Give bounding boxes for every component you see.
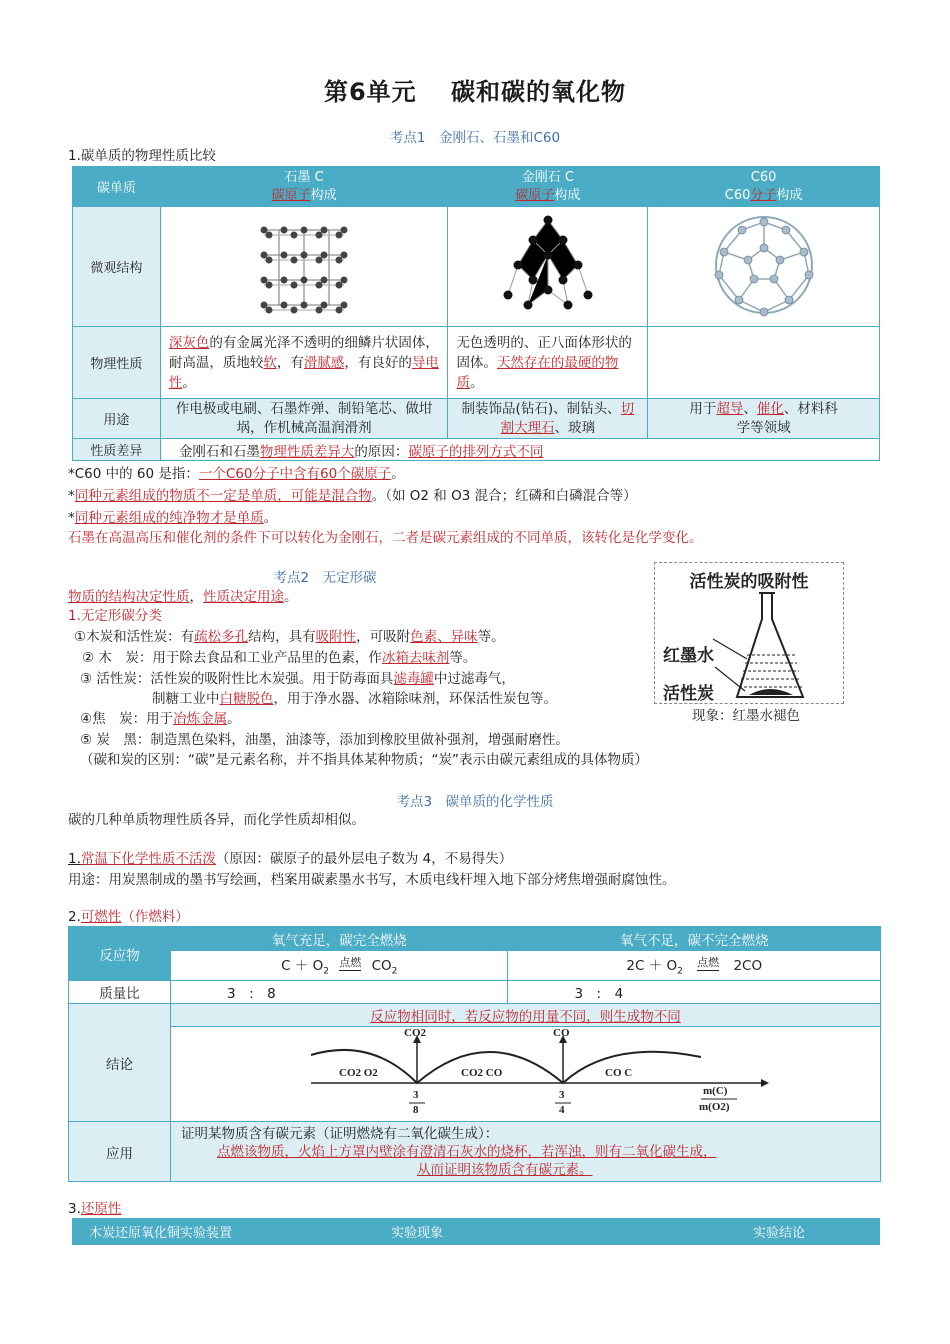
combust-text: 可燃性 xyxy=(80,909,122,925)
item-a-adsorb: 吸附性 xyxy=(315,629,357,645)
item-c-4: ，用于净水器、冰箱除味剂，环保活性炭包等。 xyxy=(273,691,557,707)
graphite-color: 深灰色 xyxy=(168,334,210,351)
diff-reason: 碳原子的排列方式不同 xyxy=(408,443,544,460)
application-text xyxy=(171,1122,881,1182)
item-carbon-black: ⑤ 炭 黑：制造黑色染料，油墨，油漆等，添加到橡胶里做补强剂，增强耐磨性。 xyxy=(80,732,569,748)
note-pure-end: 。 xyxy=(263,510,278,526)
kaodian-1: 考点1 金刚石、石墨和C60 xyxy=(389,130,561,146)
apply-line-3: 从而证明该物质含有碳元素。 xyxy=(417,1161,593,1178)
item-a-4: 等。 xyxy=(477,629,505,645)
note-pure-text: 同种元素组成的纯净物才是单质 xyxy=(74,510,264,526)
diagram-den-1: 8 xyxy=(413,1104,419,1116)
item-coke xyxy=(80,709,241,729)
graphite-phys-text-3: ，有良好的 xyxy=(344,354,412,371)
mass-ratio-incomplete: 3 : 4 xyxy=(508,981,881,1004)
conclusion-diagram xyxy=(171,1027,881,1122)
diagram-num-1: 3 xyxy=(413,1089,419,1101)
eq-complete-right: CO xyxy=(371,958,392,975)
stability-reason: （原因：碳原子的最外层电子数为 4，不易得失） xyxy=(215,851,513,867)
note-c60-prefix: *C60 中的 60 是指： xyxy=(68,466,199,482)
figure-title: 活性炭的吸附性 xyxy=(689,572,809,592)
diagram-top-co: CO xyxy=(553,1027,570,1039)
note-mixture-star: * xyxy=(68,488,75,504)
diagram-top-co2: CO2 xyxy=(404,1027,426,1039)
c60-physical-properties xyxy=(648,327,880,399)
eq-incomplete-left: 2C ＋ O xyxy=(626,958,678,975)
reduction-text: 还原性 xyxy=(80,1201,122,1217)
c60-structure-image xyxy=(648,207,880,327)
carbon-physical-table xyxy=(72,166,880,461)
item-c-sugar: 白糖脱色 xyxy=(219,691,274,707)
graphite-phys-text-2: ，有 xyxy=(276,354,304,371)
figure-caption: 现象：红墨水褪色 xyxy=(692,708,800,724)
graphite-structure-image xyxy=(160,207,448,327)
note-c60 xyxy=(68,464,405,484)
equation-complete: $C + O_2$ 点燃 $CO_2$ xyxy=(171,951,508,981)
stability-heading xyxy=(68,849,512,869)
graphite-phys-text-4: 。 xyxy=(182,374,196,391)
label-activated-carbon: 活性炭 xyxy=(663,684,714,704)
label-red-ink: 红墨水 xyxy=(663,646,714,666)
c60-use-end: 、材料科学等领域 xyxy=(736,400,838,436)
diamond-composition-suffix: 构成 xyxy=(554,187,581,203)
diff-text-2: 的原因： xyxy=(354,443,409,460)
row-label-diff: 性质差异 xyxy=(73,439,161,461)
kaodian-3: 考点3 碳单质的化学性质 xyxy=(396,794,554,810)
diamond-use xyxy=(448,399,648,439)
item-a-1: ①木炭和活性炭：有 xyxy=(74,629,195,645)
diamond-composition: 碳原子 xyxy=(515,187,555,203)
c60-catalysis: 催化 xyxy=(756,400,784,417)
reduction-num: 3. xyxy=(68,1201,81,1217)
section-2-heading: 1.无定形碳分类 xyxy=(68,608,162,624)
item-activated-carbon xyxy=(80,669,515,689)
combust-num: 2. xyxy=(68,909,81,925)
structure-sep: ， xyxy=(189,589,203,605)
graphite-lattice-icon xyxy=(249,210,359,320)
eq-complete-left: C ＋ O xyxy=(281,958,324,975)
header-complete: 氧气充足，碳完全燃烧 xyxy=(171,927,508,951)
diamond-name: 金刚石 C xyxy=(521,169,574,185)
item-a-2: 结构，具有 xyxy=(248,629,316,645)
kaodian-2: 考点2 无定形碳 xyxy=(273,570,377,586)
mass-ratio-complete: 3 : 8 xyxy=(171,981,508,1004)
reduction-table xyxy=(72,1218,880,1245)
note-pure xyxy=(68,508,277,528)
property-use: 性质决定用途 xyxy=(203,589,284,605)
diamond-use-text: 制装饰品(钻石)、制钻头、 xyxy=(461,400,621,417)
diamond-hardest: 天然存在的最硬的物质 xyxy=(456,354,619,391)
diamond-physical-properties xyxy=(448,327,648,399)
item-b-fridge: 冰箱去味剂 xyxy=(381,650,450,666)
diamond-phys-text: 无色透明的、正八面体形状的固体。 xyxy=(456,334,632,371)
header-phenomenon: 实验现象 xyxy=(311,1219,673,1245)
header-apparatus: 木炭还原氧化铜实验装置 xyxy=(73,1219,311,1245)
item-d-1: ④焦 炭：用于 xyxy=(80,711,174,727)
apply-line-1: 证明某物质含有碳元素（证明燃烧有二氧化碳生成）： xyxy=(181,1125,499,1142)
structure-end: 。 xyxy=(284,589,298,605)
note-mixture xyxy=(68,486,637,506)
graphite-slippery: 滑腻感 xyxy=(303,354,345,371)
header-c60 xyxy=(648,167,880,207)
graphite-use: 作电极或电刷、石墨炸弹、制铅笔芯、做坩埚，作机械高温润滑剂 xyxy=(160,399,448,439)
c60-name: C60 xyxy=(750,169,777,185)
graphite-physical-properties xyxy=(160,327,448,399)
apply-line-2: 点燃该物质，火焰上方罩内壁涂有澄清石灰水的烧杯，若浑浊，则有二氧化碳生成， xyxy=(217,1143,717,1160)
item-activated-carbon-2 xyxy=(152,689,557,709)
diamond-phys-end: 。 xyxy=(469,374,484,391)
c60-composition-prefix: C60 xyxy=(724,187,751,203)
note-c60-answer: 一个C60分子中含有60个碳原子 xyxy=(198,466,392,482)
property-difference xyxy=(160,439,879,461)
row-label-physical: 物理性质 xyxy=(73,327,161,399)
combustibility-heading xyxy=(68,907,189,927)
graphite-phys-text-1: 的有金属光泽不透明的细鳞片状固体，耐高温，质地较 xyxy=(168,334,439,371)
combust-fuel: （作燃料） xyxy=(121,909,189,925)
diff-text-1: 金刚石和石墨 xyxy=(178,443,260,460)
item-c-2: 中过滤毒气， xyxy=(433,671,515,687)
adsorption-figure xyxy=(654,562,844,704)
section-1-heading: 1.碳单质的物理性质比较 xyxy=(68,148,216,164)
diamond-structure-image xyxy=(448,207,648,327)
graphite-conductivity: 导电性 xyxy=(168,354,439,391)
header-conclusion: 实验结论 xyxy=(673,1219,880,1245)
row-label-conclusion: 结论 xyxy=(69,1004,171,1122)
eq-incomplete-right: 2CO xyxy=(733,958,763,975)
item-a-pigment: 色素、异味 xyxy=(410,629,478,645)
stability-text: 常温下化学性质不活泼 xyxy=(80,851,216,867)
row-label-mass: 质量比 xyxy=(69,981,171,1004)
number-line-diagram xyxy=(171,1027,880,1121)
header-graphite xyxy=(160,167,448,207)
header-incomplete: 氧气不足，碳不完全燃烧 xyxy=(508,927,881,951)
header-diamond xyxy=(448,167,648,207)
graphite-composition: 碳原子 xyxy=(271,187,311,203)
item-d-2: 。 xyxy=(227,711,241,727)
item-charcoal-activated xyxy=(74,627,505,647)
c60-use-prefix: 用于 xyxy=(689,400,717,417)
section-3-intro: 碳的几种单质物理性质各异，而化学性质却相似。 xyxy=(68,812,365,828)
item-b-1: ② 木 炭：用于除去食品和工业产品里的色素，作 xyxy=(82,650,382,666)
row-label-reactant: 反应物 xyxy=(69,927,171,981)
diagram-seg-3: CO C xyxy=(605,1067,633,1079)
note-conversion: 石墨在高温高压和催化剂的条件下可以转化为金刚石，二者是碳元素组成的不同单质，该转化是化学变化。 xyxy=(68,530,703,546)
structure-property: 物质的结构决定性质 xyxy=(68,589,190,605)
page-title: 第6单元 碳和碳的氧化物 xyxy=(323,78,627,106)
structure-decides xyxy=(68,587,298,607)
item-a-porous: 疏松多孔 xyxy=(194,629,249,645)
diamond-use-end: 、玻璃 xyxy=(554,419,596,436)
diagram-axis-num: m(C) xyxy=(703,1085,728,1097)
note-pure-star: * xyxy=(68,510,75,526)
row-label-structure: 微观结构 xyxy=(73,207,161,327)
c60-composition: 分子 xyxy=(750,187,777,203)
stability-use: 用途：用炭黑制成的墨书写绘画，档案用碳素墨水书写，木质电线杆埋入地下部分烤焦增强耐腐蚀性。 xyxy=(68,872,676,888)
item-b-2: 等。 xyxy=(449,650,477,666)
note-c60-end: 。 xyxy=(391,466,405,482)
item-c-canister: 滤毒罐 xyxy=(393,671,434,687)
diamond-cut-marble: 切割大理石 xyxy=(500,400,635,436)
item-d-smelt: 冶炼金属 xyxy=(173,711,228,727)
conclusion-text: 反应物相同时，若反应物的用量不同，则生成物不同 xyxy=(171,1004,881,1027)
diamond-lattice-icon xyxy=(498,210,598,320)
carbon-distinction-note: （碳和炭的区别：“碳”是元素名称，并不指具体某种物质；“炭”表示由碳元素组成的具体物质） xyxy=(80,752,648,768)
graphite-name: 石墨 C xyxy=(284,169,324,185)
c60-composition-suffix: 构成 xyxy=(776,187,803,203)
row-label-use: 用途 xyxy=(73,399,161,439)
diagram-num-2: 3 xyxy=(559,1089,565,1101)
eq-complete-condition: 点燃 xyxy=(339,956,362,970)
note-mixture-example: 。（如 O2 和 O3 混合；红磷和白磷混合等） xyxy=(371,488,637,504)
equation-incomplete: $2C + O_2$ 点燃 2CO xyxy=(508,951,881,981)
item-c-3: 制糖工业中 xyxy=(152,691,220,707)
c60-buckyball-icon xyxy=(704,210,824,320)
diagram-seg-2: CO2 CO xyxy=(461,1067,503,1079)
note-mixture-text: 同种元素组成的物质不一定是单质，可能是混合物 xyxy=(74,488,372,504)
diagram-seg-1: CO2 O2 xyxy=(339,1067,378,1079)
item-c-1: ③ 活性炭：活性炭的吸附性比木炭强。用于防毒面具 xyxy=(80,671,394,687)
diff-large: 物理性质差异大 xyxy=(259,443,355,460)
item-charcoal xyxy=(82,648,476,668)
c60-superconduct: 超导 xyxy=(716,400,744,417)
combustion-table xyxy=(68,926,881,1182)
eq-incomplete-condition: 点燃 xyxy=(697,956,720,970)
diagram-den-2: 4 xyxy=(559,1104,565,1116)
item-a-3: ，可吸附 xyxy=(356,629,411,645)
c60-use xyxy=(648,399,880,439)
c60-use-sep: 、 xyxy=(743,400,757,417)
header-carbon-element: 碳单质 xyxy=(73,167,161,207)
diagram-axis-den: m(O2) xyxy=(699,1101,730,1113)
graphite-soft: 软 xyxy=(263,354,277,371)
stability-num: 1. xyxy=(68,851,81,867)
graphite-composition-suffix: 构成 xyxy=(310,187,337,203)
row-label-apply: 应用 xyxy=(69,1122,171,1182)
reduction-heading xyxy=(68,1199,121,1219)
